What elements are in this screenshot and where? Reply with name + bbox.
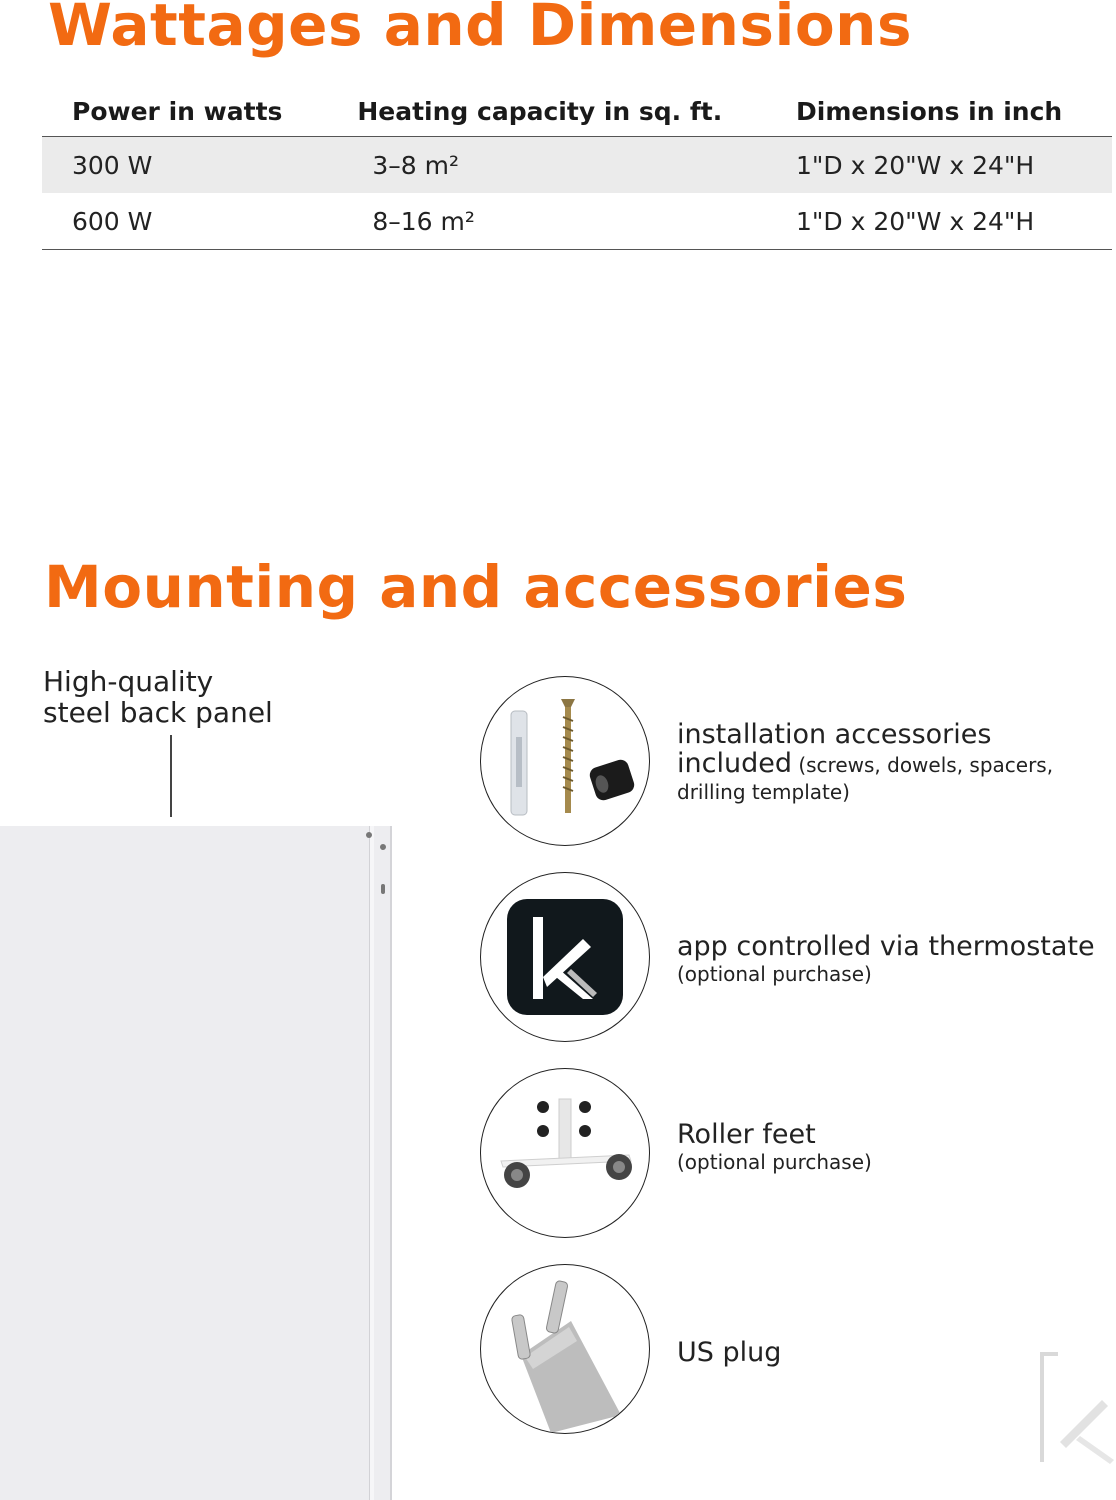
table-cell: 300 W xyxy=(42,137,327,194)
column-header: Power in watts xyxy=(42,86,327,137)
feature-text xyxy=(677,932,1095,988)
panel-label-line: steel back panel xyxy=(43,696,273,729)
table-header-row xyxy=(42,86,1112,137)
feature-text xyxy=(677,720,1053,806)
us-plug-icon xyxy=(480,1264,650,1434)
feature-detail: (optional purchase) xyxy=(677,962,872,986)
table-cell: 8–16 m² xyxy=(327,193,796,250)
table-row xyxy=(42,193,1112,250)
table-cell: 1"D x 20"W x 24"H xyxy=(796,137,1112,194)
panel-screw xyxy=(380,844,386,850)
table-cell: 1"D x 20"W x 24"H xyxy=(796,193,1112,250)
panel-edge xyxy=(369,826,374,1500)
feature-detail: (screws, dowels, spacers, xyxy=(791,753,1054,777)
leader-line xyxy=(170,735,172,817)
column-header: Heating capacity in sq. ft. xyxy=(327,86,796,137)
feature-title: app controlled via thermostate xyxy=(677,931,1095,962)
feature-title: US plug xyxy=(677,1337,782,1368)
table-row xyxy=(42,137,1112,194)
section-title-mounting: Mounting and accessories xyxy=(44,553,908,621)
table-cell: 3–8 m² xyxy=(327,137,796,194)
feature-detail: drilling template) xyxy=(677,780,850,804)
feature-title: included xyxy=(677,748,792,779)
feature-title: Roller feet xyxy=(677,1119,816,1150)
steel-back-panel-image xyxy=(0,826,392,1500)
table-cell: 600 W xyxy=(42,193,327,250)
k-app-logo-icon xyxy=(480,872,650,1042)
screws-dowels-spacer-icon xyxy=(480,676,650,846)
roller-feet-icon xyxy=(480,1068,650,1238)
panel-screw xyxy=(366,832,372,838)
feature-text xyxy=(677,1338,781,1367)
feature-app-control xyxy=(480,872,1110,1044)
section-title-wattages: Wattages and Dimensions xyxy=(48,0,912,59)
feature-installation-accessories xyxy=(480,676,1110,848)
column-header: Dimensions in inch xyxy=(796,86,1112,137)
feature-us-plug xyxy=(480,1264,1110,1436)
feature-title: installation accessories xyxy=(677,719,992,750)
panel-hook xyxy=(381,884,385,894)
feature-text xyxy=(677,1120,872,1176)
feature-detail: (optional purchase) xyxy=(677,1150,872,1174)
k-watermark-logo xyxy=(1036,1350,1116,1466)
feature-roller-feet xyxy=(480,1068,1110,1240)
panel-label xyxy=(43,666,273,728)
specs-table xyxy=(42,86,1112,250)
panel-label-line: High-quality xyxy=(43,665,214,698)
